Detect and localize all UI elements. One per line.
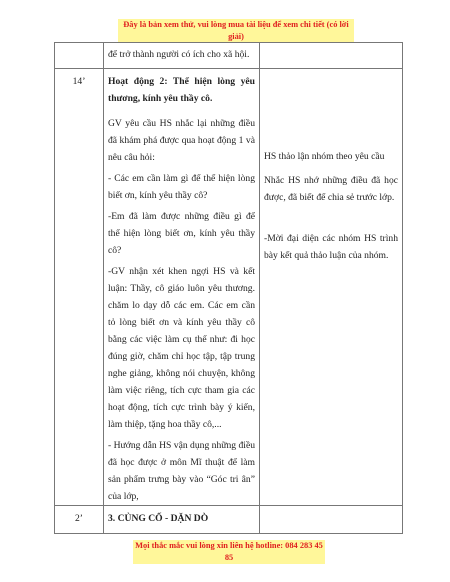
teacher-activity-cell (104, 43, 260, 69)
student-text: Nhắc HS nhớ những điều đã học được, đã biết để chia sẻ trước lớp. (264, 175, 398, 203)
teacher-text: - Các em cần làm gì để thể hiện lòng biết ơn, kính yêu thầy cô? (108, 173, 255, 201)
activity-heading: Hoạt động 2: Thể hiện lòng yêu thương, kính yêu thầy cô. (108, 76, 255, 104)
teacher-activity-cell (104, 506, 260, 534)
student-text: -Mời đại diện các nhóm HS trình bày kết quả thảo luận của nhóm. (264, 233, 398, 261)
table-row (55, 69, 403, 506)
hotline-banner: Mọi thắc mắc vui lòng xin liên hệ hotline: 084 283 45 85 (133, 540, 325, 564)
teacher-text: -Em đã làm được những điều gì để thể hiện lòng biết ơn, kính yêu thầy cô? (108, 211, 255, 256)
teacher-text: - Hướng dẫn HS vận dụng những điều đã học được ở môn Mĩ thuật để làm sản phẩm trưng bày vào “Góc tri ân” của lớp, (108, 440, 255, 502)
table-row (55, 43, 403, 69)
student-activity-cell (260, 69, 403, 506)
time-cell: 2’ (55, 506, 104, 534)
teacher-text: để trở thành người có ích cho xã hội. (108, 49, 250, 60)
student-activity-cell (260, 506, 403, 534)
teacher-activity-cell (104, 69, 260, 506)
teacher-text: GV yêu cầu HS nhắc lại những điều đã khám phá được qua hoạt động 1 và nêu câu hỏi: (108, 118, 255, 163)
table-row (55, 506, 403, 534)
time-cell (55, 43, 104, 69)
student-text: HS thảo lận nhóm theo yêu cầu (264, 151, 385, 162)
preview-notice-banner: Đây là bản xem thử, vui lòng mua tài liệu để xem chi tiết (có lời giải) (118, 19, 354, 43)
section-heading: 3. CỦNG CỐ - DẶN DÒ (108, 513, 209, 524)
teacher-text: -GV nhận xét khen ngợi HS và kết luận: Thầy, cô giáo luôn yêu thương. chăm lo dạy dỗ các em. Các em cần tỏ lòng biết ơn và kính yêu thầy cô bằng các việc làm cụ thể như: đi học đúng giờ, chăm chỉ học tập, tập trung nghe giảng, không nói chuyện, không làm việc riêng, tích cực tham gia các hoạt động, tích cực trình bày ý kiến, làm thiệp, tặng hoa thầy cô,... (108, 266, 255, 430)
student-activity-cell (260, 43, 403, 69)
lesson-plan-table (54, 42, 403, 534)
time-cell: 14’ (55, 69, 104, 506)
